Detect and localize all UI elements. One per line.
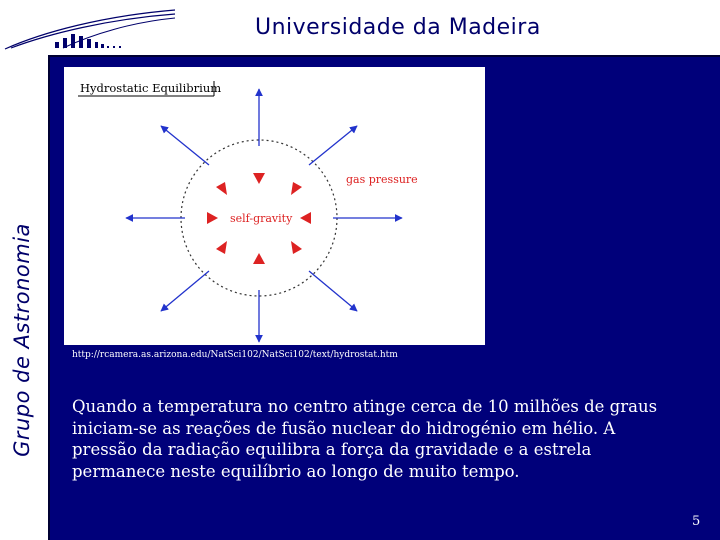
sidebar: [0, 55, 50, 540]
page-number: 5: [692, 514, 701, 529]
self-gravity-label: self-gravity: [230, 212, 293, 225]
group-name: Grupo de Astronomia: [10, 223, 34, 457]
body-paragraph: Quando a temperatura no centro atinge cerca de 10 milhões de graus iniciam-se as reações de fusão nuclear do hidrogénio em hélio. A pressão da radiação equilibra a força da gravidade e a estrela permanece neste equilíbrio ao longo de muito tempo.: [72, 397, 658, 481]
source-url: http://rcamera.as.arizona.edu/NatSci102/NatSci102/text/hydrostat.htm: [72, 350, 398, 360]
header-bar: [0, 0, 720, 57]
university-logo: [3, 4, 178, 52]
page-title: Universidade da Madeira: [255, 15, 541, 40]
gas-pressure-label: gas pressure: [346, 173, 418, 186]
hydrostatic-equilibrium-figure: [64, 67, 485, 345]
figure-title: Hydrostatic Equilibrium: [80, 81, 222, 95]
hydrostatic-diagram: [64, 67, 485, 345]
